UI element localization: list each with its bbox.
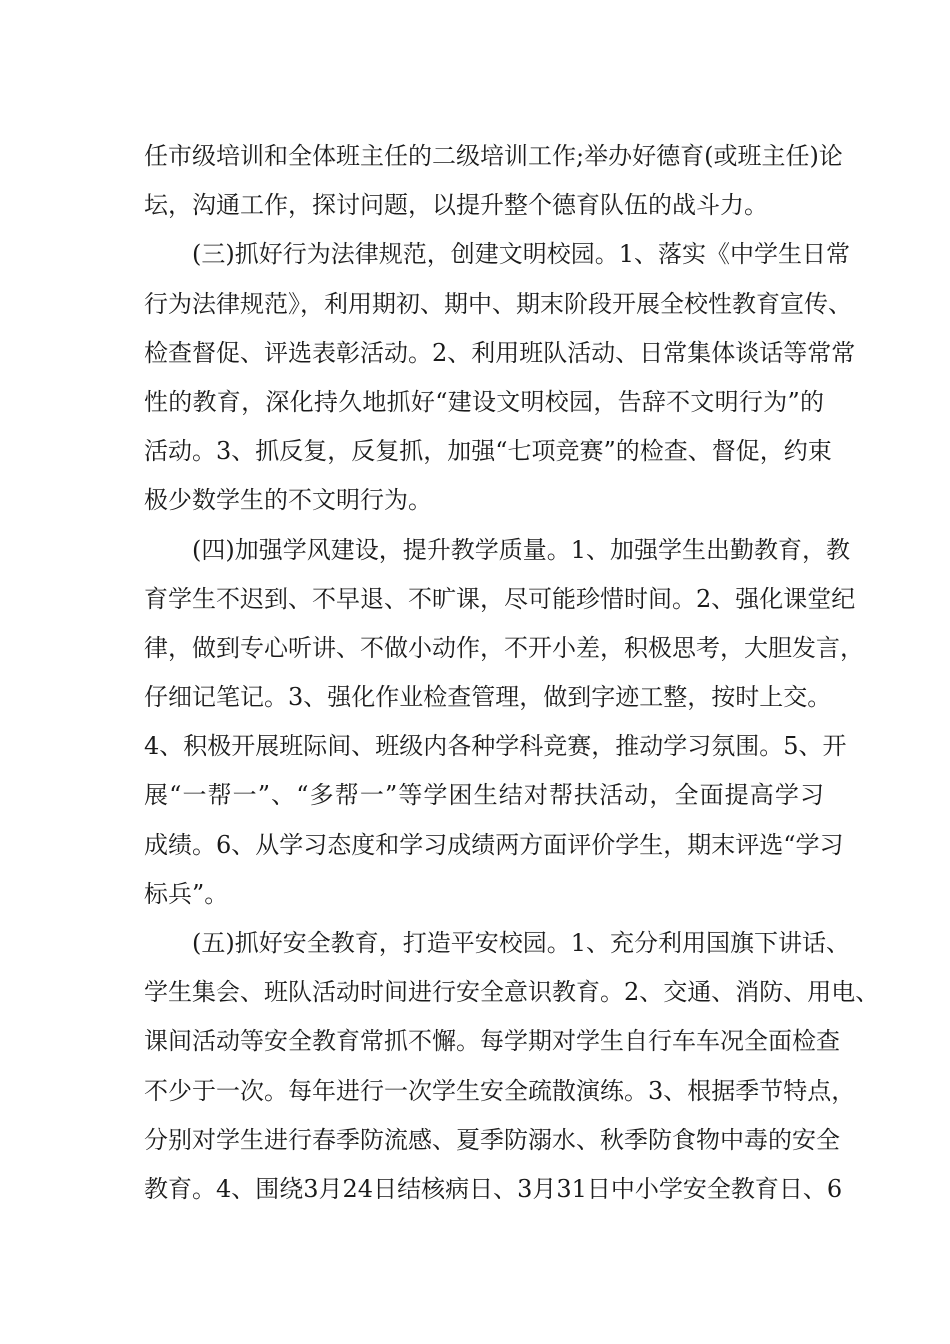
text-line: 展“一帮一”、“多帮一”等学困生结对帮扶活动，全面提高学习	[144, 781, 824, 810]
text-line: 4、积极开展班际间、班级内各种学科竞赛，推动学习氛围。5、开	[144, 732, 847, 761]
text-line: 不少于一次。每年进行一次学生安全疏散演练。3、根据季节特点，	[144, 1076, 856, 1105]
text-line: 极少数学生的不文明行为。	[144, 486, 432, 515]
text-line: 性的教育，深化持久地抓好“建设文明校园，告辞不文明行为”的	[144, 387, 824, 416]
text-line: 行为法律规范》，利用期初、期中、期末阶段开展全校性教育宣传、	[144, 289, 852, 318]
text-line: 课间活动等安全教育常抓不懈。每学期对学生自行车车况全面检查	[144, 1027, 840, 1056]
paragraph-start-line: (三)抓好行为法律规范，创建文明校园。1、落实《中学生日常	[192, 240, 850, 269]
paragraph-start-line: (五)抓好安全教育，打造平安校园。1、充分利用国旗下讲话、	[192, 929, 850, 957]
text-line: 教育。4、围绕3月24日结核病日、3月31日中小学安全教育日、6	[144, 1174, 843, 1203]
text-line: 律，做到专心听讲、不做小动作，不开小差，积极思考，大胆发言，	[144, 633, 864, 662]
body-text	[144, 132, 880, 1214]
text-line: 育学生不迟到、不早退、不旷课，尽可能珍惜时间。2、强化课堂纪	[144, 584, 856, 613]
text-line: 检查督促、评选表彰活动。2、利用班队活动、日常集体谈话等常常	[144, 338, 856, 367]
text-line: 标兵”。	[144, 879, 229, 908]
text-line: 坛，沟通工作，探讨问题，以提升整个德育队伍的战斗力。	[144, 191, 768, 220]
text-line: 成绩。6、从学习态度和学习成绩两方面评价学生，期末评选“学习	[144, 830, 844, 859]
text-line: 学生集会、班队活动时间进行安全意识教育。2、交通、消防、用电、	[144, 978, 880, 1007]
text-line: 活动。3、抓反复，反复抓，加强“七项竞赛”的检查、督促，约束	[144, 437, 832, 466]
paragraph-start-line: (四)加强学风建设，提升教学质量。1、加强学生出勤教育，教	[192, 535, 850, 564]
text-line: 任市级培训和全体班主任的二级培训工作;举办好德育(或班主任)论	[144, 142, 843, 170]
text-line: 仔细记笔记。3、强化作业检查管理，做到字迹工整，按时上交。	[144, 683, 832, 712]
text-line: 分别对学生进行春季防流感、夏季防溺水、秋季防食物中毒的安全	[144, 1125, 840, 1154]
